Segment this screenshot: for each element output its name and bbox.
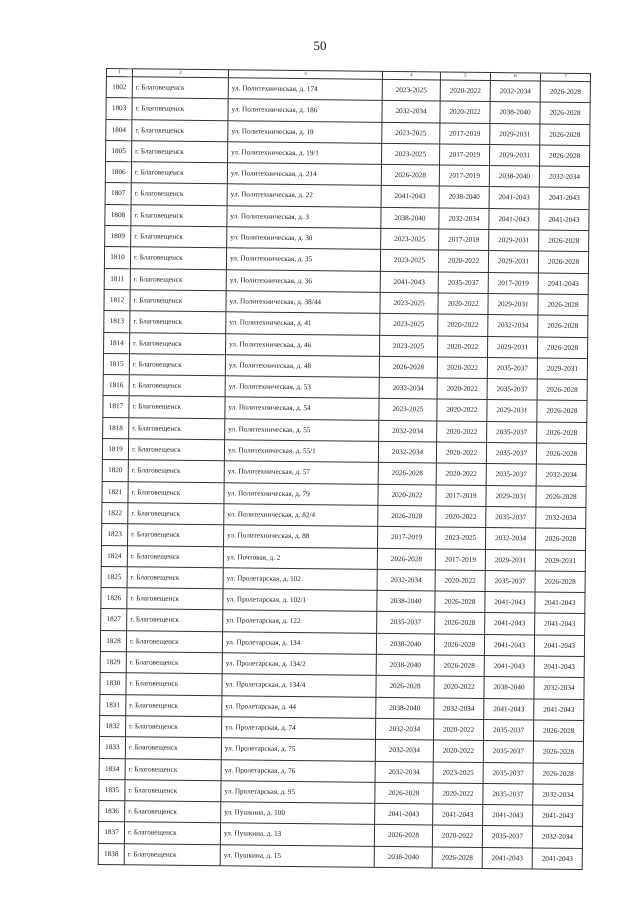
period-cell: 2041-2043 bbox=[539, 209, 589, 231]
period-cell: 2026-2028 bbox=[533, 720, 583, 742]
period-cell: 2041-2043 bbox=[534, 699, 584, 721]
period-cell: 2035-2037 bbox=[485, 570, 535, 592]
period-cell: 2020-2022 bbox=[434, 676, 484, 698]
period-cell: 2041-2043 bbox=[483, 805, 533, 827]
schedule-table-container bbox=[98, 68, 590, 870]
period-cell: 2026-2028 bbox=[535, 528, 585, 550]
address-cell: ул. Пролетарская, д. 122 bbox=[223, 610, 377, 633]
city-cell: г. Благовещенск bbox=[130, 311, 226, 333]
city-cell: г. Благовещенск bbox=[130, 268, 226, 290]
address-cell: ул. Политехническая, д. 36 bbox=[226, 269, 380, 292]
city-cell: г. Благовещенск bbox=[132, 141, 228, 163]
period-cell: 2041-2043 bbox=[489, 208, 539, 230]
address-cell: ул. Политехническая, д. 38/44 bbox=[226, 291, 380, 314]
period-cell: 2029-2031 bbox=[486, 485, 536, 507]
address-cell: ул. Политехническая, д. 48 bbox=[225, 355, 379, 378]
address-cell: ул. Политехническая, д. 22 bbox=[227, 184, 381, 207]
period-cell: 2026-2028 bbox=[537, 400, 587, 422]
period-cell: 2038-2040 bbox=[489, 166, 539, 188]
city-cell: г. Благовещенск bbox=[125, 758, 221, 780]
period-cell: 2035-2037 bbox=[483, 783, 533, 805]
period-cell: 2023-2025 bbox=[380, 314, 438, 336]
row-number: 1818 bbox=[103, 417, 129, 439]
period-cell: 2020-2022 bbox=[436, 442, 486, 464]
period-cell: 2041-2043 bbox=[375, 803, 433, 825]
period-cell: 2029-2031 bbox=[490, 123, 540, 145]
city-cell: г. Благовещенск bbox=[126, 694, 222, 716]
city-cell: г. Благовещенск bbox=[128, 503, 224, 525]
city-cell: г. Благовещенск bbox=[125, 780, 221, 802]
row-number: 1829 bbox=[100, 651, 126, 673]
period-cell: 2032-2034 bbox=[536, 464, 586, 486]
period-cell: 2026-2028 bbox=[535, 571, 585, 593]
period-cell: 2017-2019 bbox=[435, 549, 485, 571]
period-cell: 2020-2022 bbox=[436, 463, 486, 485]
row-number: 1803 bbox=[106, 98, 132, 120]
period-cell: 2035-2037 bbox=[487, 421, 537, 443]
period-cell: 2035-2037 bbox=[377, 612, 435, 634]
address-cell: ул. Политехническая, д. 30 bbox=[227, 227, 381, 250]
period-cell: 2023-2025 bbox=[382, 122, 440, 144]
period-cell: 2026-2028 bbox=[381, 165, 439, 187]
period-cell: 2026-2028 bbox=[376, 676, 434, 698]
row-number: 1820 bbox=[102, 460, 128, 482]
period-cell: 2029-2031 bbox=[535, 550, 585, 572]
address-cell: ул. Пролетарская, д. 95 bbox=[221, 781, 375, 804]
period-cell: 2035-2037 bbox=[487, 357, 537, 379]
period-cell: 2020-2022 bbox=[433, 740, 483, 762]
period-cell: 2035-2037 bbox=[486, 443, 536, 465]
period-cell: 2026-2028 bbox=[537, 337, 587, 359]
address-cell: ул. Политехническая, д. 19 bbox=[228, 120, 382, 143]
period-cell: 2038-2040 bbox=[377, 590, 435, 612]
period-cell: 2020-2022 bbox=[432, 825, 482, 847]
period-cell: 2041-2043 bbox=[538, 273, 588, 295]
period-cell: 2026-2028 bbox=[537, 379, 587, 401]
period-cell: 2026-2028 bbox=[377, 548, 435, 570]
address-cell: ул. Пролетарская, д. 44 bbox=[222, 695, 376, 718]
period-cell: 2032-2034 bbox=[539, 166, 589, 188]
period-cell: 2032-2034 bbox=[377, 569, 435, 591]
row-number: 1819 bbox=[102, 439, 128, 461]
address-cell: ул. Пролетарская, д. 134/2 bbox=[222, 653, 376, 676]
period-cell: 2032-2034 bbox=[488, 315, 538, 337]
period-cell: 2029-2031 bbox=[485, 549, 535, 571]
period-cell: 2032-2034 bbox=[439, 208, 489, 230]
period-cell: 2032-2034 bbox=[375, 740, 433, 762]
period-cell: 2023-2025 bbox=[379, 335, 437, 357]
address-cell: ул. Пролетарская, д. 102 bbox=[223, 568, 377, 591]
period-cell: 2026-2028 bbox=[434, 634, 484, 656]
period-cell: 2026-2028 bbox=[432, 847, 482, 869]
period-cell: 2041-2043 bbox=[485, 613, 535, 635]
period-cell: 2035-2037 bbox=[483, 741, 533, 763]
period-cell: 2038-2040 bbox=[484, 677, 534, 699]
period-cell: 2041-2043 bbox=[489, 187, 539, 209]
city-cell: г. Благовещенск bbox=[131, 162, 227, 184]
row-number: 1832 bbox=[99, 715, 125, 737]
row-number: 1823 bbox=[102, 524, 128, 546]
city-cell: г. Благовещенск bbox=[131, 183, 227, 205]
period-cell: 2038-2040 bbox=[490, 102, 540, 124]
city-cell: г. Благовещенск bbox=[132, 98, 228, 120]
period-cell: 2032-2034 bbox=[485, 528, 535, 550]
row-number: 1807 bbox=[105, 183, 131, 205]
period-cell: 2023-2025 bbox=[380, 250, 438, 272]
row-number: 1806 bbox=[105, 162, 131, 184]
period-cell: 2032-2034 bbox=[375, 718, 433, 740]
address-cell: ул. Пушкина, д. 15 bbox=[220, 844, 374, 867]
period-cell: 2032-2034 bbox=[533, 784, 583, 806]
period-cell: 2023-2025 bbox=[382, 143, 440, 165]
period-cell: 2035-2037 bbox=[487, 379, 537, 401]
address-cell: ул. Политехническая, д. 55 bbox=[225, 419, 379, 442]
period-cell: 2017-2019 bbox=[440, 144, 490, 166]
address-cell: ул. Политехническая, д. 19/1 bbox=[228, 142, 382, 165]
period-cell: 2020-2022 bbox=[438, 250, 488, 272]
period-cell: 2026-2028 bbox=[434, 655, 484, 677]
period-cell: 2023-2025 bbox=[382, 79, 440, 101]
period-cell: 2020-2022 bbox=[440, 80, 490, 102]
row-number: 1809 bbox=[105, 226, 131, 248]
period-cell: 2017-2019 bbox=[439, 165, 489, 187]
column-header: 3 bbox=[228, 70, 382, 80]
address-cell: ул. Политехническая, д. 55/1 bbox=[224, 440, 378, 463]
address-cell: ул. Политехническая, д. 214 bbox=[227, 163, 381, 186]
table-body bbox=[98, 77, 590, 870]
address-cell: ул. Политехническая, д. 79 bbox=[224, 482, 378, 505]
column-header: 2 bbox=[132, 69, 228, 78]
city-cell: г. Благовещенск bbox=[126, 673, 222, 695]
period-cell: 2032-2034 bbox=[536, 507, 586, 529]
period-cell: 2026-2028 bbox=[540, 102, 590, 124]
period-cell: 2017-2019 bbox=[377, 527, 435, 549]
city-cell: г. Благовещенск bbox=[125, 716, 221, 738]
period-cell: 2029-2031 bbox=[489, 144, 539, 166]
period-cell: 2023-2025 bbox=[381, 228, 439, 250]
row-number: 1822 bbox=[102, 502, 128, 524]
period-cell: 2035-2037 bbox=[486, 506, 536, 528]
period-cell: 2017-2019 bbox=[440, 123, 490, 145]
period-cell: 2026-2028 bbox=[533, 741, 583, 763]
city-cell: г. Благовещенск bbox=[129, 396, 225, 418]
period-cell: 2026-2028 bbox=[435, 591, 485, 613]
row-number: 1810 bbox=[104, 247, 130, 269]
city-cell: г. Благовещенск bbox=[132, 119, 228, 141]
period-cell: 2038-2040 bbox=[376, 633, 434, 655]
row-number: 1816 bbox=[103, 375, 129, 397]
row-number: 1821 bbox=[102, 481, 128, 503]
period-cell: 2035-2037 bbox=[482, 826, 532, 848]
period-cell: 2026-2028 bbox=[378, 463, 436, 485]
column-header: 1 bbox=[106, 69, 132, 77]
period-cell: 2026-2028 bbox=[379, 356, 437, 378]
period-cell: 2032-2034 bbox=[534, 677, 584, 699]
row-number: 1812 bbox=[104, 289, 130, 311]
row-number: 1827 bbox=[101, 609, 127, 631]
period-cell: 2041-2043 bbox=[380, 271, 438, 293]
period-cell: 2026-2028 bbox=[539, 145, 589, 167]
period-cell: 2020-2022 bbox=[437, 357, 487, 379]
address-cell: ул. Политехническая, д. 174 bbox=[228, 78, 382, 101]
period-cell: 2032-2034 bbox=[532, 826, 582, 848]
city-cell: г. Благовещенск bbox=[131, 226, 227, 248]
period-cell: 2029-2031 bbox=[537, 358, 587, 380]
row-number: 1834 bbox=[99, 758, 125, 780]
address-cell: ул. Пролетарская, д. 75 bbox=[221, 738, 375, 761]
period-cell: 2020-2022 bbox=[438, 314, 488, 336]
period-cell: 2020-2022 bbox=[437, 399, 487, 421]
address-cell: ул. Политехническая, д. 57 bbox=[224, 461, 378, 484]
row-number: 1817 bbox=[103, 396, 129, 418]
period-cell: 2017-2019 bbox=[436, 485, 486, 507]
period-cell: 2038-2040 bbox=[376, 697, 434, 719]
address-cell: ул. Политехническая, д. 41 bbox=[226, 312, 380, 335]
address-cell: ул. Политехническая, д. 186 bbox=[228, 99, 382, 122]
period-cell: 2023-2025 bbox=[380, 292, 438, 314]
column-header: 7 bbox=[540, 73, 590, 82]
period-cell: 2020-2022 bbox=[440, 101, 490, 123]
city-cell: г. Благовещенск bbox=[124, 843, 220, 865]
row-number: 1830 bbox=[100, 673, 126, 695]
address-cell: ул. Политехническая, д. 54 bbox=[225, 397, 379, 420]
period-cell: 2032-2034 bbox=[434, 698, 484, 720]
row-number: 1824 bbox=[101, 545, 127, 567]
city-cell: г. Благовещенск bbox=[132, 77, 228, 99]
period-cell: 2035-2037 bbox=[483, 762, 533, 784]
period-cell: 2026-2028 bbox=[538, 294, 588, 316]
address-cell: ул. Политехническая, д. 3 bbox=[227, 206, 381, 229]
row-number: 1825 bbox=[101, 566, 127, 588]
page-number: 50 bbox=[313, 38, 327, 53]
city-cell: г. Благовещенск bbox=[129, 375, 225, 397]
period-cell: 2032-2034 bbox=[375, 761, 433, 783]
city-cell: г. Благовещенск bbox=[131, 205, 227, 227]
row-number: 1814 bbox=[104, 332, 130, 354]
period-cell: 2041-2043 bbox=[534, 635, 584, 657]
row-number: 1837 bbox=[98, 822, 124, 844]
period-cell: 2041-2043 bbox=[485, 592, 535, 614]
period-cell: 2017-2019 bbox=[488, 272, 538, 294]
period-cell: 2026-2028 bbox=[540, 81, 590, 103]
row-number: 1802 bbox=[106, 77, 132, 99]
period-cell: 2035-2037 bbox=[486, 464, 536, 486]
period-cell: 2020-2022 bbox=[437, 378, 487, 400]
period-cell: 2041-2043 bbox=[484, 698, 534, 720]
city-cell: г. Благовещенск bbox=[127, 545, 223, 567]
row-number: 1826 bbox=[101, 588, 127, 610]
row-number: 1804 bbox=[106, 119, 132, 141]
address-cell: ул. Пушкина, д. 100 bbox=[221, 802, 375, 825]
period-cell: 2035-2037 bbox=[483, 719, 533, 741]
period-cell: 2026-2028 bbox=[536, 486, 586, 508]
period-cell: 2020-2022 bbox=[433, 783, 483, 805]
row-number: 1831 bbox=[100, 694, 126, 716]
city-cell: г. Благовещенск bbox=[128, 481, 224, 503]
column-header: 5 bbox=[440, 72, 490, 81]
period-cell: 2023-2025 bbox=[435, 527, 485, 549]
period-cell: 2020-2022 bbox=[437, 336, 487, 358]
period-cell: 2029-2031 bbox=[487, 336, 537, 358]
period-cell: 2032-2034 bbox=[378, 441, 436, 463]
period-cell: 2026-2028 bbox=[375, 782, 433, 804]
city-cell: г. Благовещенск bbox=[129, 354, 225, 376]
period-cell: 2020-2022 bbox=[433, 719, 483, 741]
schedule-table bbox=[98, 68, 591, 870]
row-number: 1835 bbox=[99, 779, 125, 801]
city-cell: г. Благовещенск bbox=[124, 822, 220, 844]
period-cell: 2026-2028 bbox=[537, 422, 587, 444]
address-cell: ул. Политехническая, д. 82/4 bbox=[224, 504, 378, 527]
period-cell: 2029-2031 bbox=[488, 293, 538, 315]
address-cell: ул. Политехническая, д. 46 bbox=[226, 333, 380, 356]
column-header: 4 bbox=[382, 71, 440, 80]
period-cell: 2023-2025 bbox=[433, 761, 483, 783]
period-cell: 2032-2034 bbox=[382, 101, 440, 123]
period-cell: 2038-2040 bbox=[439, 186, 489, 208]
period-cell: 2029-2031 bbox=[489, 230, 539, 252]
period-cell: 2029-2031 bbox=[487, 400, 537, 422]
row-number: 1836 bbox=[99, 801, 125, 823]
city-cell: г. Благовещенск bbox=[126, 652, 222, 674]
row-number: 1815 bbox=[103, 353, 129, 375]
address-cell: ул. Пролетарская, д. 74 bbox=[221, 717, 375, 740]
city-cell: г. Благовещенск bbox=[128, 460, 224, 482]
row-number: 1811 bbox=[104, 268, 130, 290]
period-cell: 2020-2022 bbox=[436, 506, 486, 528]
address-cell: ул. Политехническая, д. 35 bbox=[226, 248, 380, 271]
row-number: 1808 bbox=[105, 204, 131, 226]
address-cell: ул. Пролетарская, д. 134 bbox=[222, 631, 376, 654]
city-cell: г. Благовещенск bbox=[127, 588, 223, 610]
city-cell: г. Благовещенск bbox=[130, 332, 226, 354]
period-cell: 2032-2034 bbox=[379, 378, 437, 400]
period-cell: 2041-2043 bbox=[534, 656, 584, 678]
period-cell: 2041-2043 bbox=[482, 847, 532, 869]
period-cell: 2026-2028 bbox=[378, 505, 436, 527]
period-cell: 2041-2043 bbox=[381, 186, 439, 208]
period-cell: 2026-2028 bbox=[538, 251, 588, 273]
period-cell: 2032-2034 bbox=[490, 81, 540, 103]
city-cell: г. Благовещенск bbox=[125, 801, 221, 823]
address-cell: ул. Пролетарская, д. 102/1 bbox=[223, 589, 377, 612]
period-cell: 2026-2028 bbox=[374, 825, 432, 847]
period-cell: 2026-2028 bbox=[540, 124, 590, 146]
period-cell: 2020-2022 bbox=[435, 570, 485, 592]
period-cell: 2032-2034 bbox=[379, 420, 437, 442]
period-cell: 2023-2025 bbox=[379, 399, 437, 421]
city-cell: г. Благовещенск bbox=[126, 630, 222, 652]
period-cell: 2041-2043 bbox=[533, 805, 583, 827]
period-cell: 2041-2043 bbox=[535, 592, 585, 614]
period-cell: 2020-2022 bbox=[437, 421, 487, 443]
period-cell: 2026-2028 bbox=[536, 443, 586, 465]
table-row bbox=[98, 843, 582, 869]
period-cell: 2041-2043 bbox=[433, 804, 483, 826]
city-cell: г. Благовещенск bbox=[129, 418, 225, 440]
city-cell: г. Благовещенск bbox=[128, 439, 224, 461]
period-cell: 2041-2043 bbox=[484, 656, 534, 678]
period-cell: 2026-2028 bbox=[435, 612, 485, 634]
address-cell: ул. Почтовая, д. 2 bbox=[223, 546, 377, 569]
row-number: 1838 bbox=[98, 843, 124, 865]
city-cell: г. Благовещенск bbox=[127, 567, 223, 589]
address-cell: ул. Пушкина, д. 13 bbox=[220, 823, 374, 846]
period-cell: 2038-2040 bbox=[376, 654, 434, 676]
address-cell: ул. Политехническая, д. 88 bbox=[223, 525, 377, 548]
period-cell: 2041-2043 bbox=[484, 634, 534, 656]
row-number: 1828 bbox=[100, 630, 126, 652]
period-cell: 2035-2037 bbox=[438, 272, 488, 294]
period-cell: 2026-2028 bbox=[539, 230, 589, 252]
city-cell: г. Благовещенск bbox=[128, 524, 224, 546]
period-cell: 2026-2028 bbox=[538, 315, 588, 337]
address-cell: ул. Пролетарская, д. 76 bbox=[221, 759, 375, 782]
column-header: 6 bbox=[490, 73, 540, 82]
address-cell: ул. Пролетарская, д. 134/4 bbox=[222, 674, 376, 697]
period-cell: 2038-2040 bbox=[374, 846, 432, 868]
row-number: 1833 bbox=[99, 737, 125, 759]
period-cell: 2041-2043 bbox=[532, 848, 582, 870]
city-cell: г. Благовещенск bbox=[125, 737, 221, 759]
row-number: 1813 bbox=[104, 311, 130, 333]
period-cell: 2026-2028 bbox=[533, 763, 583, 785]
row-number: 1805 bbox=[106, 140, 132, 162]
city-cell: г. Благовещенск bbox=[127, 609, 223, 631]
period-cell: 2038-2040 bbox=[381, 207, 439, 229]
period-cell: 2041-2043 bbox=[539, 188, 589, 210]
city-cell: г. Благовещенск bbox=[130, 290, 226, 312]
period-cell: 2029-2031 bbox=[488, 251, 538, 273]
period-cell: 2020-2022 bbox=[378, 484, 436, 506]
city-cell: г. Благовещенск bbox=[130, 247, 226, 269]
period-cell: 2017-2019 bbox=[439, 229, 489, 251]
period-cell: 2020-2022 bbox=[438, 293, 488, 315]
address-cell: ул. Политехническая, д. 53 bbox=[225, 376, 379, 399]
period-cell: 2041-2043 bbox=[535, 613, 585, 635]
